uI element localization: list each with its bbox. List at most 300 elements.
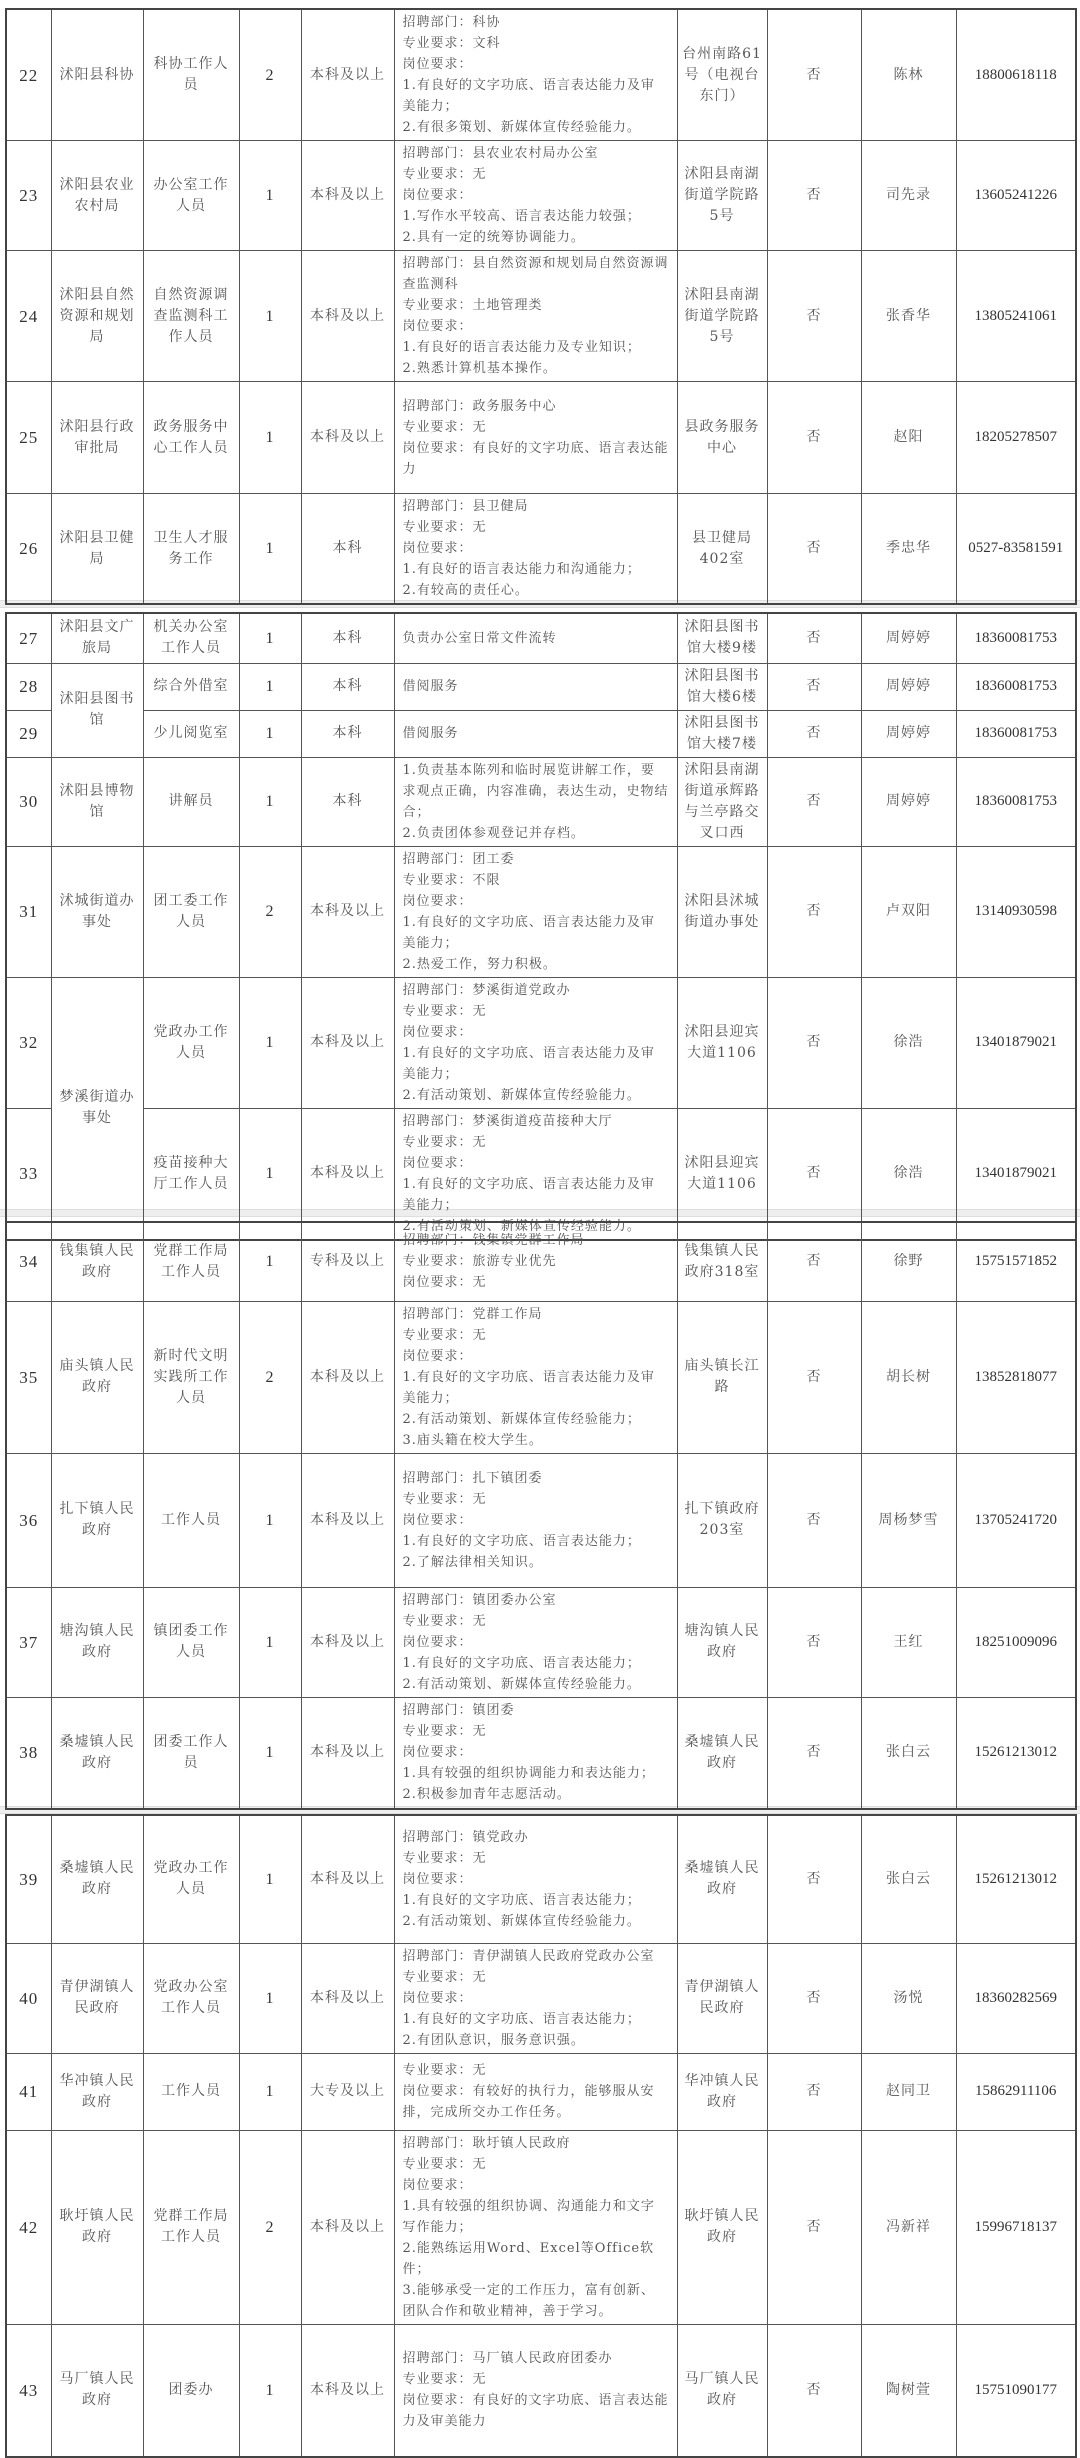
contact-phone: 18360081753 [956, 613, 1076, 663]
requirement-line: 招聘部门：镇团委 [402, 1703, 515, 1719]
requirement-line: 1.具有较强的组织协调、沟通能力和文字写作能力； [402, 2198, 655, 2235]
requirement-line: 专业要求：土地管理类 [402, 298, 543, 313]
table-row [6, 2130, 1076, 2324]
requirement-line: 负责办公室日常文件流转 [402, 630, 557, 646]
position-name: 少儿阅览室 [143, 710, 239, 757]
flag-value: 否 [767, 141, 861, 251]
position-name: 党政办工作人员 [143, 977, 239, 1108]
position-name: 镇团委工作人员 [143, 1587, 239, 1697]
flag-value: 否 [767, 846, 861, 977]
requirement-line: 借阅服务 [402, 679, 459, 694]
requirement-line: 2.积极参加青年志愿活动。 [402, 1787, 571, 1803]
requirement-line: 1.具有较强的组织协调能力和表达能力； [402, 1766, 655, 1782]
requirement-line: 岗位要求：无 [402, 1275, 487, 1291]
requirement-line: 岗位要求： [402, 2177, 473, 2193]
education-requirement: 专科及以上 [301, 1222, 394, 1301]
row-number: 33 [6, 1108, 51, 1240]
requirement-line: 岗位要求： [402, 1634, 473, 1650]
requirement-line: 专业要求：无 [402, 2372, 487, 2388]
row-number: 26 [6, 494, 51, 605]
requirement-line: 2.能熟练运用Word、Excel等Office软件； [402, 2240, 655, 2277]
requirement-line: 2.有活动策划、新媒体宣传经验能力。 [402, 1218, 641, 1234]
employer-unit: 马厂镇人民政府 [51, 2324, 143, 2457]
row-number: 42 [6, 2130, 51, 2324]
work-address: 沭阳县图书馆大楼6楼 [677, 663, 767, 710]
requirement-line: 岗位要求： [402, 1871, 473, 1887]
requirement-line: 岗位要求： [402, 893, 473, 909]
job-requirements [394, 977, 677, 1108]
flag-value: 否 [767, 710, 861, 757]
contact-phone: 15862911106 [956, 2053, 1076, 2130]
job-requirements [394, 663, 677, 710]
table-row [6, 1815, 1076, 1943]
contact-phone: 18205278507 [956, 382, 1076, 494]
table-row [6, 710, 1076, 757]
position-name: 党群工作局工作人员 [143, 1222, 239, 1301]
requirement-line: 岗位要求： [402, 319, 473, 334]
headcount: 1 [239, 1697, 301, 1809]
education-requirement: 本科 [301, 494, 394, 605]
work-address: 华冲镇人民政府 [677, 2053, 767, 2130]
education-requirement: 本科及以上 [301, 846, 394, 977]
flag-value: 否 [767, 1222, 861, 1301]
requirement-line: 岗位要求：有良好的文字功底、语言表达能力及审美能力 [402, 2393, 669, 2430]
contact-phone: 18360081753 [956, 710, 1076, 757]
education-requirement: 本科及以上 [301, 382, 394, 494]
contact-phone: 13605241226 [956, 141, 1076, 251]
job-requirements [394, 1453, 677, 1587]
requirement-line: 专业要求：无 [402, 2063, 487, 2078]
education-requirement: 本科及以上 [301, 1943, 394, 2053]
employer-unit: 沭阳县自然资源和规划局 [51, 251, 143, 382]
position-name: 工作人员 [143, 2053, 239, 2130]
requirement-line: 专业要求：文科 [402, 36, 501, 51]
requirement-line: 招聘部门：钱集镇党群工作局 [402, 1233, 585, 1249]
job-requirements [394, 710, 677, 757]
job-requirements [394, 141, 677, 251]
requirement-line: 1.有良好的文字功底、语言表达能力； [402, 1655, 641, 1671]
row-number: 37 [6, 1587, 51, 1697]
row-number: 43 [6, 2324, 51, 2457]
flag-value: 否 [767, 1108, 861, 1240]
job-requirements [394, 757, 677, 846]
position-name: 党群工作局工作人员 [143, 2130, 239, 2324]
flag-value: 否 [767, 1453, 861, 1587]
position-name: 疫苗接种大厅工作人员 [143, 1108, 239, 1240]
table-row [6, 1453, 1076, 1587]
employer-unit: 塘沟镇人民政府 [51, 1587, 143, 1697]
work-address: 沭阳县图书馆大楼9楼 [677, 613, 767, 663]
requirement-line: 岗位要求： [402, 1024, 473, 1040]
contact-phone: 13140930598 [956, 846, 1076, 977]
contact-person: 卢双阳 [861, 846, 956, 977]
headcount: 1 [239, 1815, 301, 1943]
headcount: 2 [239, 1301, 301, 1453]
requirement-line: 岗位要求： [402, 1512, 473, 1528]
table-row [6, 382, 1076, 494]
requirement-line: 1.有良好的文字功底、语言表达能力及审美能力； [402, 1045, 655, 1082]
education-requirement: 本科及以上 [301, 1453, 394, 1587]
contact-person: 周婷婷 [861, 613, 956, 663]
table-row [6, 141, 1076, 251]
table-row [6, 663, 1076, 710]
headcount: 1 [239, 494, 301, 605]
job-requirements [394, 2324, 677, 2457]
flag-value: 否 [767, 1815, 861, 1943]
position-name: 工作人员 [143, 1453, 239, 1587]
position-name: 卫生人才服务工作 [143, 494, 239, 605]
row-number: 35 [6, 1301, 51, 1453]
table-row [6, 1943, 1076, 2053]
contact-person: 周婷婷 [861, 710, 956, 757]
job-requirements [394, 1222, 677, 1301]
contact-person: 季忠华 [861, 494, 956, 605]
requirement-line: 2.热爱工作，努力积极。 [402, 956, 557, 972]
requirement-line: 招聘部门：党群工作局 [402, 1306, 543, 1322]
headcount: 1 [239, 663, 301, 710]
requirement-line: 1.有良好的语言表达能力及专业知识； [402, 340, 641, 355]
table-row [6, 1108, 1076, 1240]
headcount: 1 [239, 2053, 301, 2130]
work-address: 桑墟镇人民政府 [677, 1697, 767, 1809]
work-address: 耿圩镇人民政府 [677, 2130, 767, 2324]
table-row [6, 251, 1076, 382]
recruitment-table-section [5, 1814, 1077, 2458]
employer-unit: 沭阳县文广旅局 [51, 613, 143, 663]
work-address: 塘沟镇人民政府 [677, 1587, 767, 1697]
table-row [6, 846, 1076, 977]
row-number: 40 [6, 1943, 51, 2053]
flag-value: 否 [767, 613, 861, 663]
table-row [6, 1697, 1076, 1809]
contact-phone: 0527-83581591 [956, 494, 1076, 605]
work-address: 台州南路61号（电视台东门） [677, 9, 767, 141]
job-requirements [394, 1587, 677, 1697]
contact-phone: 13852818077 [956, 1301, 1076, 1453]
employer-unit: 沭阳县卫健局 [51, 494, 143, 605]
work-address: 马厂镇人民政府 [677, 2324, 767, 2457]
contact-phone: 15751571852 [956, 1222, 1076, 1301]
job-requirements [394, 382, 677, 494]
contact-phone: 13401879021 [956, 1108, 1076, 1240]
education-requirement: 本科及以上 [301, 9, 394, 141]
employer-unit: 桑墟镇人民政府 [51, 1815, 143, 1943]
requirement-line: 岗位要求： [402, 188, 473, 203]
requirement-line: 招聘部门：科协 [402, 15, 501, 30]
requirement-line: 招聘部门：政务服务中心 [402, 398, 557, 414]
row-number: 27 [6, 613, 51, 663]
education-requirement: 本科及以上 [301, 1587, 394, 1697]
requirement-line: 岗位要求：有良好的文字功底、语言表达能力 [402, 440, 669, 477]
requirement-line: 招聘部门：县卫健局 [402, 499, 529, 514]
requirement-line: 专业要求：无 [402, 1003, 487, 1019]
work-address: 沭阳县迎宾大道1106 [677, 977, 767, 1108]
requirement-line: 招聘部门：扎下镇团委 [402, 1470, 543, 1486]
requirement-line: 2.有很多策划、新媒体宣传经验能力。 [402, 120, 641, 135]
contact-phone: 18360081753 [956, 663, 1076, 710]
flag-value: 否 [767, 1587, 861, 1697]
requirement-line: 1.负责基本陈列和临时展览讲解工作，要求观点正确，内容准确，表达生动，史物结合； [402, 762, 669, 820]
employer-unit: 沭阳县图书馆 [51, 663, 143, 757]
employer-unit: 沭阳县博物馆 [51, 757, 143, 846]
position-name: 机关办公室工作人员 [143, 613, 239, 663]
flag-value: 否 [767, 2324, 861, 2457]
position-name: 自然资源调查监测科工作人员 [143, 251, 239, 382]
contact-phone: 18360282569 [956, 1943, 1076, 2053]
headcount: 1 [239, 757, 301, 846]
flag-value: 否 [767, 9, 861, 141]
position-name: 党政办工作人员 [143, 1815, 239, 1943]
recruitment-table-section [5, 8, 1077, 605]
work-address: 钱集镇人民政府318室 [677, 1222, 767, 1301]
requirement-line: 2.熟悉计算机基本操作。 [402, 361, 557, 376]
education-requirement: 本科及以上 [301, 977, 394, 1108]
position-name: 团委办 [143, 2324, 239, 2457]
requirement-line: 专业要求：无 [402, 520, 487, 535]
contact-person: 赵阳 [861, 382, 956, 494]
table-row [6, 1222, 1076, 1301]
position-name: 政务服务中心工作人员 [143, 382, 239, 494]
row-number: 25 [6, 382, 51, 494]
employer-unit: 沭阳县科协 [51, 9, 143, 141]
contact-person: 张白云 [861, 1697, 956, 1809]
requirement-line: 2.有较高的责任心。 [402, 583, 529, 598]
requirement-line: 专业要求：无 [402, 419, 487, 435]
education-requirement: 本科及以上 [301, 251, 394, 382]
headcount: 1 [239, 710, 301, 757]
headcount: 2 [239, 2130, 301, 2324]
work-address: 沭阳县南湖街道承辉路与兰亭路交叉口西 [677, 757, 767, 846]
work-address: 扎下镇政府203室 [677, 1453, 767, 1587]
job-requirements [394, 2053, 677, 2130]
education-requirement: 本科及以上 [301, 1108, 394, 1240]
job-requirements [394, 1943, 677, 2053]
headcount: 1 [239, 1453, 301, 1587]
contact-person: 王红 [861, 1587, 956, 1697]
employer-unit: 沭城街道办事处 [51, 846, 143, 977]
requirement-line: 岗位要求：有较好的执行力，能够服从安排，完成所交办工作任务。 [402, 2084, 655, 2120]
flag-value: 否 [767, 757, 861, 846]
requirement-line: 专业要求：无 [402, 1491, 487, 1507]
headcount: 1 [239, 977, 301, 1108]
education-requirement: 本科及以上 [301, 1697, 394, 1809]
requirement-line: 专业要求：无 [402, 167, 487, 182]
row-number: 29 [6, 710, 51, 757]
flag-value: 否 [767, 1301, 861, 1453]
headcount: 1 [239, 1587, 301, 1697]
table-row [6, 2053, 1076, 2130]
job-requirements [394, 494, 677, 605]
headcount: 1 [239, 613, 301, 663]
position-name: 办公室工作人员 [143, 141, 239, 251]
requirement-line: 专业要求：不限 [402, 872, 501, 888]
education-requirement: 本科及以上 [301, 2130, 394, 2324]
row-number: 31 [6, 846, 51, 977]
employer-unit: 耿圩镇人民政府 [51, 2130, 143, 2324]
education-requirement: 大专及以上 [301, 2053, 394, 2130]
job-requirements [394, 1697, 677, 1809]
contact-phone: 13705241720 [956, 1453, 1076, 1587]
requirement-line: 2.有活动策划、新媒体宣传经验能力； [402, 1411, 641, 1427]
requirement-line: 2.有活动策划、新媒体宣传经验能力。 [402, 1913, 641, 1929]
education-requirement: 本科 [301, 710, 394, 757]
contact-phone: 15261213012 [956, 1815, 1076, 1943]
row-number: 22 [6, 9, 51, 141]
row-number: 30 [6, 757, 51, 846]
requirement-line: 1.有良好的语言表达能力和沟通能力； [402, 562, 641, 577]
requirement-line: 专业要求：无 [402, 1327, 487, 1343]
requirement-line: 专业要求：旅游专业优先 [402, 1254, 557, 1270]
contact-person: 周婷婷 [861, 757, 956, 846]
headcount: 1 [239, 141, 301, 251]
contact-person: 徐浩 [861, 977, 956, 1108]
table-row [6, 1301, 1076, 1453]
contact-phone: 15261213012 [956, 1697, 1076, 1809]
requirement-line: 1.写作水平较高、语言表达能力较强； [402, 209, 641, 224]
requirement-line: 招聘部门：镇团委办公室 [402, 1592, 557, 1608]
job-requirements [394, 1301, 677, 1453]
contact-person: 司先录 [861, 141, 956, 251]
contact-phone: 15996718137 [956, 2130, 1076, 2324]
requirement-line: 岗位要求： [402, 541, 473, 556]
contact-person: 张白云 [861, 1815, 956, 1943]
contact-person: 徐浩 [861, 1108, 956, 1240]
recruitment-table-section [5, 1221, 1077, 1810]
job-requirements [394, 846, 677, 977]
requirement-line: 2.有活动策划、新媒体宣传经验能力。 [402, 1087, 641, 1103]
flag-value: 否 [767, 494, 861, 605]
requirement-line: 1.有良好的文字功底、语言表达能力； [402, 1892, 641, 1908]
education-requirement: 本科及以上 [301, 2324, 394, 2457]
contact-person: 冯新祥 [861, 2130, 956, 2324]
headcount: 1 [239, 1222, 301, 1301]
position-name: 团工委工作人员 [143, 846, 239, 977]
table-row [6, 494, 1076, 605]
row-number: 28 [6, 663, 51, 710]
contact-person: 陈林 [861, 9, 956, 141]
employer-unit: 梦溪街道办事处 [51, 977, 143, 1240]
headcount: 1 [239, 382, 301, 494]
education-requirement: 本科及以上 [301, 141, 394, 251]
requirement-line: 招聘部门：县农业农村局办公室 [402, 146, 599, 161]
requirement-line: 岗位要求： [402, 1155, 473, 1171]
work-address: 沭阳县图书馆大楼7楼 [677, 710, 767, 757]
contact-person: 周杨梦雪 [861, 1453, 956, 1587]
requirement-line: 1.有良好的文字功底、语言表达能力及审美能力； [402, 1176, 655, 1213]
position-name: 综合外借室 [143, 663, 239, 710]
employer-unit: 扎下镇人民政府 [51, 1453, 143, 1587]
headcount: 2 [239, 846, 301, 977]
recruitment-table-section [5, 612, 1077, 1241]
employer-unit: 钱集镇人民政府 [51, 1222, 143, 1301]
contact-person: 陶树萱 [861, 2324, 956, 2457]
position-name: 科协工作人员 [143, 9, 239, 141]
requirement-line: 招聘部门：县自然资源和规划局自然资源调查监测科 [402, 256, 669, 292]
contact-person: 赵同卫 [861, 2053, 956, 2130]
contact-phone: 15751090177 [956, 2324, 1076, 2457]
table-row [6, 757, 1076, 846]
requirement-line: 1.有良好的文字功底、语言表达能力及审美能力； [402, 914, 655, 951]
requirement-line: 岗位要求： [402, 1990, 473, 2006]
requirement-line: 1.有良好的文字功底、语言表达能力； [402, 2011, 641, 2027]
requirement-line: 3.能够承受一定的工作压力，富有创新、团队合作和敬业精神，善于学习。 [402, 2282, 655, 2319]
headcount: 2 [239, 9, 301, 141]
requirement-line: 招聘部门：镇党政办 [402, 1829, 529, 1845]
requirement-line: 招聘部门：青伊湖镇人民政府党政办公室 [402, 1948, 655, 1964]
employer-unit: 青伊湖镇人民政府 [51, 1943, 143, 2053]
requirement-line: 1.有良好的文字功底、语言表达能力； [402, 1533, 641, 1549]
row-number: 39 [6, 1815, 51, 1943]
employer-unit: 华冲镇人民政府 [51, 2053, 143, 2130]
employer-unit: 沭阳县行政审批局 [51, 382, 143, 494]
position-name: 讲解员 [143, 757, 239, 846]
flag-value: 否 [767, 977, 861, 1108]
education-requirement: 本科 [301, 613, 394, 663]
education-requirement: 本科 [301, 663, 394, 710]
contact-person: 周婷婷 [861, 663, 956, 710]
work-address: 沭阳县南湖街道学院路5号 [677, 141, 767, 251]
work-address: 沭阳县南湖街道学院路5号 [677, 251, 767, 382]
flag-value: 否 [767, 1943, 861, 2053]
requirement-line: 2.有团队意识，服务意识强。 [402, 2032, 585, 2048]
requirement-line: 专业要求：无 [402, 1613, 487, 1629]
education-requirement: 本科及以上 [301, 1301, 394, 1453]
requirement-line: 招聘部门：团工委 [402, 851, 515, 867]
flag-value: 否 [767, 251, 861, 382]
row-number: 23 [6, 141, 51, 251]
work-address: 桑墟镇人民政府 [677, 1815, 767, 1943]
requirement-line: 专业要求：无 [402, 1724, 487, 1740]
requirement-line: 2.了解法律相关知识。 [402, 1554, 543, 1570]
job-requirements [394, 9, 677, 141]
job-requirements [394, 1108, 677, 1240]
contact-person: 汤悦 [861, 1943, 956, 2053]
row-number: 34 [6, 1222, 51, 1301]
requirement-line: 借阅服务 [402, 726, 459, 741]
requirement-line: 招聘部门：马厂镇人民政府团委办 [402, 2351, 613, 2367]
employer-unit: 沭阳县农业农村局 [51, 141, 143, 251]
requirement-line: 专业要求：无 [402, 1969, 487, 1985]
contact-person: 张香华 [861, 251, 956, 382]
table-row [6, 613, 1076, 663]
position-name: 党政办公室工作人员 [143, 1943, 239, 2053]
requirement-line: 岗位要求： [402, 57, 473, 72]
table-row [6, 1587, 1076, 1697]
requirement-line: 2.具有一定的统筹协调能力。 [402, 230, 585, 245]
requirement-line: 招聘部门：梦溪街道疫苗接种大厅 [402, 1113, 613, 1129]
work-address: 庙头镇长江路 [677, 1301, 767, 1453]
headcount: 1 [239, 251, 301, 382]
contact-person: 徐野 [861, 1222, 956, 1301]
requirement-line: 1.有良好的文字功底、语言表达能力及审美能力； [402, 78, 655, 114]
requirement-line: 1.有良好的文字功底、语言表达能力及审美能力； [402, 1369, 655, 1406]
contact-phone: 13805241061 [956, 251, 1076, 382]
contact-phone: 18251009096 [956, 1587, 1076, 1697]
job-requirements [394, 2130, 677, 2324]
table-row [6, 2324, 1076, 2457]
contact-phone: 18800618118 [956, 9, 1076, 141]
work-address: 青伊湖镇人民政府 [677, 1943, 767, 2053]
education-requirement: 本科及以上 [301, 1815, 394, 1943]
row-number: 41 [6, 2053, 51, 2130]
work-address: 县政务服务中心 [677, 382, 767, 494]
contact-phone: 18360081753 [956, 757, 1076, 846]
requirement-line: 2.有活动策划、新媒体宣传经验能力。 [402, 1676, 641, 1692]
requirement-line: 专业要求：无 [402, 1134, 487, 1150]
headcount: 1 [239, 1943, 301, 2053]
contact-person: 胡长树 [861, 1301, 956, 1453]
requirement-line: 岗位要求： [402, 1348, 473, 1364]
